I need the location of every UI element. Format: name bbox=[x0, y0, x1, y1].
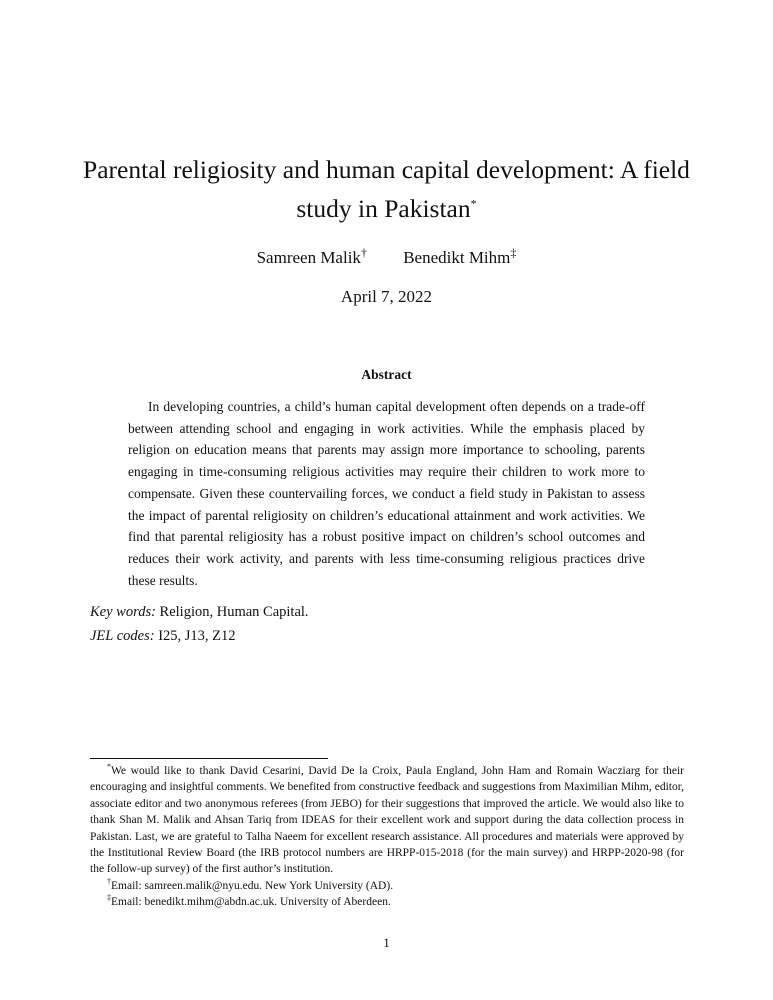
publication-date: April 7, 2022 bbox=[340, 287, 433, 306]
footnote-text: We would like to thank David Cesarini, David De la Croix, Paula England, John Ham and Romain Wacziarg for their encouraging and insightful comments. We benefited from constructive feedback and suggestions from Maximilian Mihm, editor, associate editor and two anonymous referees (from JEBO) for their suggestions that improved the article. We would also like to thank Shan M. Malik and Ahsan Tariq from IDEAS for their excellent work and support during the data collection process in Pakistan. Last, we are grateful to Talha Naeem for excellent research assistance. All procedures and materials were approved by the Institutional Review Board (the IRB protocol numbers are HRPP-015-2018 (for the main survey) and HRPP-2020-98 (for the follow-up survey) of the first author’s institution. bbox=[90, 765, 684, 876]
keywords-value: Religion, Human Capital. bbox=[159, 604, 309, 620]
paper-title bbox=[80, 150, 693, 228]
author-footnote-marker: ‡ bbox=[510, 245, 517, 260]
jel-codes bbox=[90, 628, 236, 645]
footnote-text: Email: benedikt.mihm@abdn.ac.uk. University of Aberdeen. bbox=[111, 896, 391, 909]
author bbox=[403, 245, 517, 268]
footnotes bbox=[90, 763, 684, 911]
footnote bbox=[90, 878, 684, 894]
abstract-heading: Abstract bbox=[361, 367, 412, 382]
title-footnote-marker: * bbox=[470, 196, 477, 211]
author-footnote-marker: † bbox=[360, 245, 367, 260]
footnote-marker: † bbox=[107, 877, 111, 887]
abstract-text: In developing countries, a child’s human capital development often depends on a trade-off between attending school and engaging in work activities. While the emphasis placed by religion on education means that parents may assign more importance to schooling, parents engaging in time-consuming religious activities may require their children to work more to compensate. Given these countervailing forces, we conduct a field study in Pakistan to assess the impact of parental religiosity on children’s educational attainment and work activities. We find that parental religiosity has a robust positive impact on children’s school outcomes and reduces their work activity, and parents with less time-consuming religious practices drive these results. bbox=[128, 399, 645, 588]
page-number: 1 bbox=[383, 935, 390, 950]
keywords-label: Key words: bbox=[90, 604, 156, 620]
jel-codes-value: I25, J13, Z12 bbox=[158, 628, 236, 644]
author-list bbox=[0, 245, 773, 268]
keywords bbox=[90, 604, 309, 621]
author bbox=[256, 245, 367, 268]
footnote-marker: ‡ bbox=[107, 893, 111, 903]
footnote bbox=[90, 763, 684, 878]
footnote bbox=[90, 894, 684, 910]
footnote-marker: * bbox=[107, 762, 111, 772]
jel-codes-label: JEL codes: bbox=[90, 628, 155, 644]
author-name: Samreen Malik bbox=[256, 248, 361, 267]
footnote-rule bbox=[90, 758, 328, 759]
title-text: Parental religiosity and human capital development: A field study in Pakistan bbox=[83, 155, 690, 223]
author-name: Benedikt Mihm bbox=[403, 248, 511, 267]
footnote-text: Email: samreen.malik@nyu.edu. New York University (AD). bbox=[111, 879, 394, 892]
